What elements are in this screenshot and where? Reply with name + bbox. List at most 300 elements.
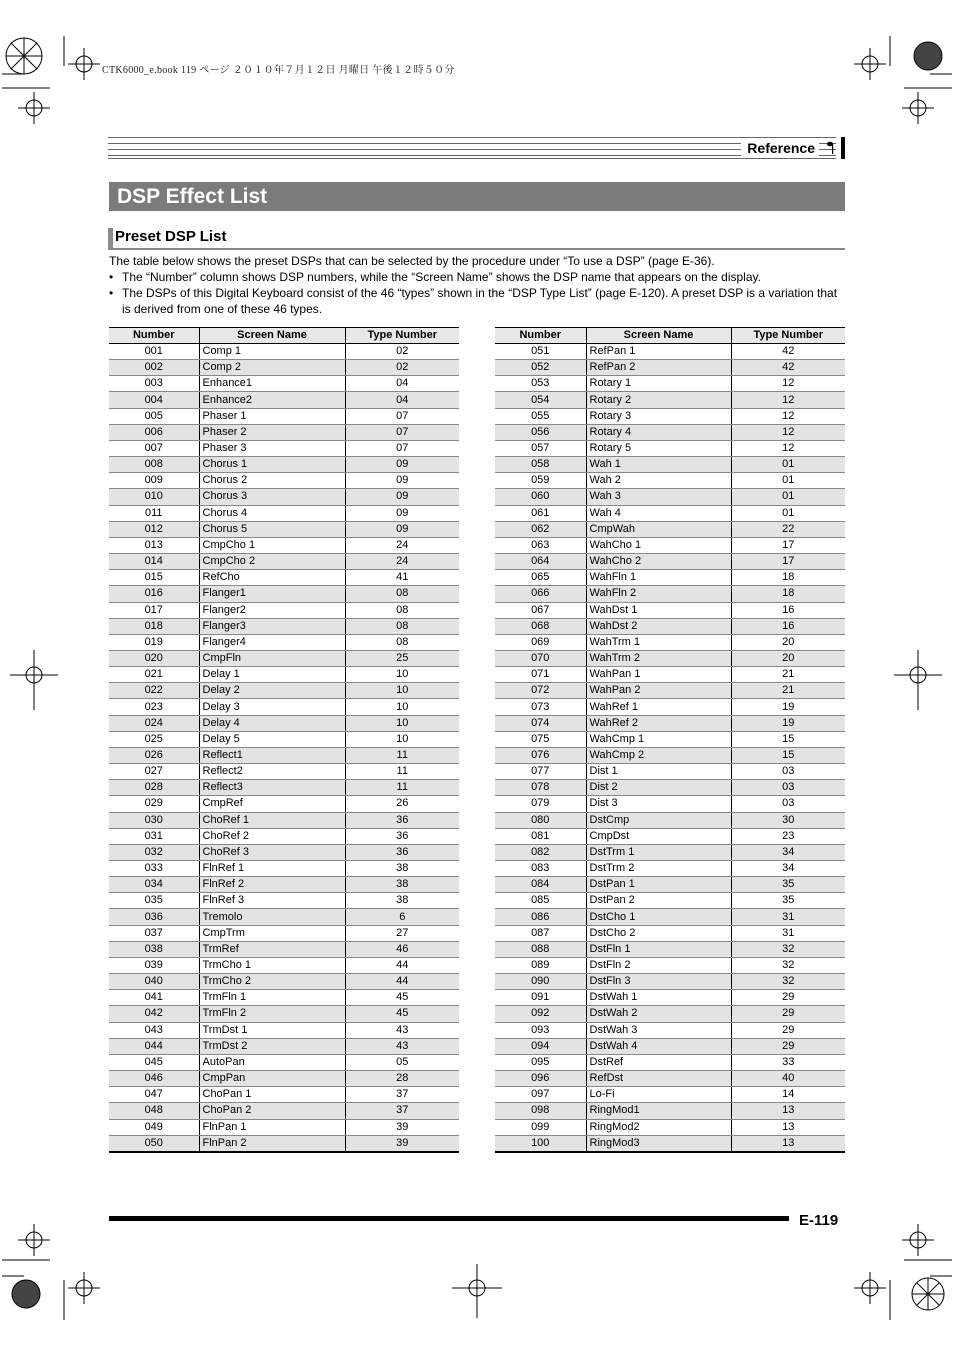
cell-screen-name: Rotary 5 (586, 440, 731, 456)
cell-screen-name: Wah 4 (586, 505, 731, 521)
cell-screen-name: FlnPan 2 (199, 1135, 345, 1152)
cell-number: 048 (109, 1103, 199, 1119)
cell-number: 070 (495, 650, 586, 666)
table-row (109, 440, 459, 456)
cell-type-number: 12 (731, 376, 845, 392)
cell-screen-name: Rotary 4 (586, 424, 731, 440)
cell-screen-name: Dist 3 (586, 796, 731, 812)
table-row (495, 1119, 845, 1135)
cell-type-number: 13 (731, 1119, 845, 1135)
cell-type-number: 18 (731, 570, 845, 586)
table-row (495, 570, 845, 586)
cell-type-number: 29 (731, 990, 845, 1006)
cell-screen-name: WahRef 1 (586, 699, 731, 715)
column-header-type-number: Type Number (345, 328, 459, 344)
table-header-row (495, 328, 845, 344)
cell-number: 046 (109, 1071, 199, 1087)
cell-screen-name: Flanger3 (199, 618, 345, 634)
cell-type-number: 01 (731, 489, 845, 505)
cell-number: 032 (109, 844, 199, 860)
cell-type-number: 10 (345, 715, 459, 731)
cell-number: 049 (109, 1119, 199, 1135)
table-body-right (495, 344, 845, 1152)
table-row (495, 650, 845, 666)
cell-type-number: 22 (731, 521, 845, 537)
cell-number: 014 (109, 554, 199, 570)
registration-mark-mid-right (894, 650, 944, 710)
cell-type-number: 42 (731, 360, 845, 376)
cell-type-number: 13 (731, 1135, 845, 1152)
table-row (495, 1103, 845, 1119)
cell-type-number: 35 (731, 877, 845, 893)
cell-type-number: 39 (345, 1119, 459, 1135)
cell-number: 060 (495, 489, 586, 505)
table-row (495, 1071, 845, 1087)
cell-type-number: 10 (345, 731, 459, 747)
cell-screen-name: DstPan 2 (586, 893, 731, 909)
table-row (495, 473, 845, 489)
cell-screen-name: Dist 1 (586, 764, 731, 780)
table-row (495, 990, 845, 1006)
cell-type-number: 43 (345, 1038, 459, 1054)
cell-type-number: 24 (345, 554, 459, 570)
table-row (109, 424, 459, 440)
cell-type-number: 34 (731, 861, 845, 877)
cell-type-number: 12 (731, 392, 845, 408)
cell-screen-name: DstCho 1 (586, 909, 731, 925)
cell-number: 096 (495, 1071, 586, 1087)
table-row (495, 392, 845, 408)
cell-number: 036 (109, 909, 199, 925)
cell-type-number: 19 (731, 699, 845, 715)
cell-screen-name: WahTrm 1 (586, 634, 731, 650)
cell-type-number: 10 (345, 683, 459, 699)
cell-number: 091 (495, 990, 586, 1006)
cell-screen-name: Enhance2 (199, 392, 345, 408)
table-row (495, 602, 845, 618)
cell-number: 039 (109, 957, 199, 973)
cell-number: 010 (109, 489, 199, 505)
cell-number: 001 (109, 344, 199, 360)
table-row (495, 877, 845, 893)
cell-number: 089 (495, 957, 586, 973)
table-row (109, 844, 459, 860)
cell-screen-name: Comp 1 (199, 344, 345, 360)
table-row (109, 909, 459, 925)
cell-screen-name: Chorus 3 (199, 489, 345, 505)
cell-screen-name: Chorus 4 (199, 505, 345, 521)
cell-number: 022 (109, 683, 199, 699)
cell-type-number: 44 (345, 957, 459, 973)
table-row (495, 699, 845, 715)
cell-type-number: 03 (731, 780, 845, 796)
table-row (109, 861, 459, 877)
cell-type-number: 32 (731, 974, 845, 990)
cell-type-number: 12 (731, 440, 845, 456)
section-label: Reference (741, 139, 819, 157)
intro-bullet-2 (109, 285, 845, 317)
cell-number: 073 (495, 699, 586, 715)
table-row (495, 489, 845, 505)
cell-type-number: 05 (345, 1054, 459, 1070)
cell-screen-name: RefCho (199, 570, 345, 586)
cell-number: 057 (495, 440, 586, 456)
table-row (495, 715, 845, 731)
table-row (495, 344, 845, 360)
cell-screen-name: CmpTrm (199, 925, 345, 941)
cell-type-number: 20 (731, 650, 845, 666)
cell-type-number: 20 (731, 634, 845, 650)
cell-screen-name: ChoPan 1 (199, 1087, 345, 1103)
table-row (109, 683, 459, 699)
cell-screen-name: WahTrm 2 (586, 650, 731, 666)
intro-bullet-1 (109, 269, 845, 285)
cell-screen-name: DstWah 1 (586, 990, 731, 1006)
cell-number: 009 (109, 473, 199, 489)
cell-number: 099 (495, 1119, 586, 1135)
cell-type-number: 38 (345, 877, 459, 893)
cell-number: 066 (495, 586, 586, 602)
cell-number: 088 (495, 941, 586, 957)
bullet-symbol: • (109, 270, 114, 284)
cell-screen-name: WahCho 1 (586, 537, 731, 553)
cell-type-number: 15 (731, 747, 845, 763)
cell-screen-name: Rotary 1 (586, 376, 731, 392)
table-row (109, 1038, 459, 1054)
table-row (495, 780, 845, 796)
cell-screen-name: TrmDst 1 (199, 1022, 345, 1038)
table-row (495, 796, 845, 812)
table-row (109, 618, 459, 634)
cell-screen-name: WahCho 2 (586, 554, 731, 570)
cell-type-number: 04 (345, 392, 459, 408)
cell-type-number: 34 (731, 844, 845, 860)
cell-number: 059 (495, 473, 586, 489)
table-row (495, 957, 845, 973)
cell-number: 030 (109, 812, 199, 828)
cell-screen-name: Delay 1 (199, 667, 345, 683)
cell-type-number: 27 (345, 925, 459, 941)
table-row (109, 650, 459, 666)
cell-screen-name: Wah 3 (586, 489, 731, 505)
cell-number: 067 (495, 602, 586, 618)
cell-number: 047 (109, 1087, 199, 1103)
cell-number: 094 (495, 1038, 586, 1054)
cell-type-number: 02 (345, 344, 459, 360)
cell-screen-name: FlnRef 2 (199, 877, 345, 893)
cell-number: 004 (109, 392, 199, 408)
cell-type-number: 29 (731, 1038, 845, 1054)
table-row (109, 1135, 459, 1152)
table-row (109, 715, 459, 731)
cell-number: 071 (495, 667, 586, 683)
cell-screen-name: Phaser 1 (199, 408, 345, 424)
table-row (495, 909, 845, 925)
cell-type-number: 43 (345, 1022, 459, 1038)
cell-number: 023 (109, 699, 199, 715)
cell-screen-name: Comp 2 (199, 360, 345, 376)
cell-type-number: 31 (731, 909, 845, 925)
cell-screen-name: FlnPan 1 (199, 1119, 345, 1135)
cell-number: 043 (109, 1022, 199, 1038)
cell-type-number: 36 (345, 844, 459, 860)
table-row (109, 570, 459, 586)
table-row (109, 747, 459, 763)
cell-screen-name: CmpCho 2 (199, 554, 345, 570)
cell-screen-name: Reflect3 (199, 780, 345, 796)
registration-mark-bottom-right (832, 1204, 952, 1324)
cell-type-number: 12 (731, 424, 845, 440)
table-row (495, 828, 845, 844)
cell-type-number: 24 (345, 537, 459, 553)
column-header-screen-name: Screen Name (199, 328, 345, 344)
cell-screen-name: WahFln 1 (586, 570, 731, 586)
cell-number: 084 (495, 877, 586, 893)
cell-screen-name: RefPan 1 (586, 344, 731, 360)
cell-type-number: 08 (345, 602, 459, 618)
cell-screen-name: FlnRef 3 (199, 893, 345, 909)
cell-number: 077 (495, 764, 586, 780)
table-row (109, 796, 459, 812)
table-row (109, 974, 459, 990)
cell-type-number: 45 (345, 990, 459, 1006)
table-row (109, 602, 459, 618)
table-row (495, 521, 845, 537)
table-row (495, 861, 845, 877)
cell-screen-name: CmpCho 1 (199, 537, 345, 553)
cell-type-number: 23 (731, 828, 845, 844)
cell-number: 037 (109, 925, 199, 941)
intro-bullet-1-text: The “Number” column shows DSP numbers, while the “Screen Name” shows the DSP name that appears on the display. (122, 270, 761, 284)
cell-number: 018 (109, 618, 199, 634)
table-row (495, 925, 845, 941)
cell-screen-name: WahDst 1 (586, 602, 731, 618)
cell-type-number: 12 (731, 408, 845, 424)
table-row (109, 1087, 459, 1103)
table-row (109, 667, 459, 683)
cell-screen-name: TrmDst 2 (199, 1038, 345, 1054)
cell-number: 052 (495, 360, 586, 376)
cell-number: 006 (109, 424, 199, 440)
cell-type-number: 16 (731, 618, 845, 634)
table-row (495, 1022, 845, 1038)
cell-type-number: 31 (731, 925, 845, 941)
cell-type-number: 41 (345, 570, 459, 586)
cell-screen-name: Wah 1 (586, 457, 731, 473)
cell-number: 042 (109, 1006, 199, 1022)
cell-number: 087 (495, 925, 586, 941)
cell-screen-name: CmpPan (199, 1071, 345, 1087)
cell-screen-name: ChoRef 2 (199, 828, 345, 844)
table-row (109, 634, 459, 650)
cell-type-number: 21 (731, 667, 845, 683)
cell-screen-name: Flanger2 (199, 602, 345, 618)
music-note-icon (827, 138, 837, 161)
cell-screen-name: CmpDst (586, 828, 731, 844)
cell-number: 068 (495, 618, 586, 634)
cell-number: 085 (495, 893, 586, 909)
cell-number: 090 (495, 974, 586, 990)
registration-mark-top-left (2, 36, 122, 146)
cell-type-number: 37 (345, 1103, 459, 1119)
cell-number: 033 (109, 861, 199, 877)
cell-type-number: 11 (345, 780, 459, 796)
cell-type-number: 6 (345, 909, 459, 925)
cell-number: 092 (495, 1006, 586, 1022)
cell-number: 056 (495, 424, 586, 440)
cell-screen-name: Lo-Fi (586, 1087, 731, 1103)
cell-screen-name: CmpWah (586, 521, 731, 537)
cell-screen-name: TrmFln 2 (199, 1006, 345, 1022)
cell-screen-name: DstWah 2 (586, 1006, 731, 1022)
cell-number: 081 (495, 828, 586, 844)
cell-number: 028 (109, 780, 199, 796)
cell-number: 008 (109, 457, 199, 473)
cell-type-number: 08 (345, 586, 459, 602)
cell-type-number: 09 (345, 457, 459, 473)
cell-number: 083 (495, 861, 586, 877)
cell-number: 034 (109, 877, 199, 893)
cell-screen-name: CmpRef (199, 796, 345, 812)
cell-screen-name: RefPan 2 (586, 360, 731, 376)
cell-screen-name: WahPan 1 (586, 667, 731, 683)
cell-number: 100 (495, 1135, 586, 1152)
cell-number: 072 (495, 683, 586, 699)
cell-screen-name: Chorus 2 (199, 473, 345, 489)
cell-type-number: 28 (345, 1071, 459, 1087)
cell-screen-name: Rotary 3 (586, 408, 731, 424)
cell-type-number: 36 (345, 828, 459, 844)
cell-type-number: 01 (731, 505, 845, 521)
cell-type-number: 10 (345, 667, 459, 683)
cell-type-number: 40 (731, 1071, 845, 1087)
cell-number: 075 (495, 731, 586, 747)
cell-number: 021 (109, 667, 199, 683)
table-row (109, 1103, 459, 1119)
cell-screen-name: Reflect1 (199, 747, 345, 763)
cell-screen-name: AutoPan (199, 1054, 345, 1070)
table-row (495, 1087, 845, 1103)
table-row (109, 586, 459, 602)
registration-mark-bottom-center (452, 1264, 502, 1324)
cell-number: 020 (109, 650, 199, 666)
intro-paragraph: The table below shows the preset DSPs that can be selected by the procedure under “To use a DSP” (page E-36). (109, 254, 715, 268)
intro-bullet-2-text: The DSPs of this Digital Keyboard consist of the 46 “types” shown in the “DSP Type List” (page E-120). A preset DSP is a variation that is derived from one of these 46 types. (122, 286, 838, 316)
cell-type-number: 33 (731, 1054, 845, 1070)
cell-screen-name: TrmCho 1 (199, 957, 345, 973)
cell-number: 044 (109, 1038, 199, 1054)
cell-number: 086 (495, 909, 586, 925)
cell-screen-name: Reflect2 (199, 764, 345, 780)
cell-type-number: 09 (345, 505, 459, 521)
cell-number: 007 (109, 440, 199, 456)
cell-number: 054 (495, 392, 586, 408)
cell-type-number: 18 (731, 586, 845, 602)
cell-screen-name: DstTrm 1 (586, 844, 731, 860)
table-row (109, 780, 459, 796)
table-row (495, 683, 845, 699)
cell-type-number: 38 (345, 861, 459, 877)
table-row (495, 1054, 845, 1070)
cell-number: 016 (109, 586, 199, 602)
cell-screen-name: Delay 2 (199, 683, 345, 699)
cell-screen-name: Flanger4 (199, 634, 345, 650)
cell-type-number: 07 (345, 408, 459, 424)
cell-number: 013 (109, 537, 199, 553)
cell-screen-name: Delay 5 (199, 731, 345, 747)
print-info-line: CTK6000_e.book 119 ページ ２０１０年７月１２日 月曜日 午後１２時５０分 (102, 65, 455, 76)
cell-number: 015 (109, 570, 199, 586)
cell-number: 002 (109, 360, 199, 376)
table-row (109, 957, 459, 973)
cell-screen-name: Enhance1 (199, 376, 345, 392)
cell-type-number: 17 (731, 554, 845, 570)
cell-type-number: 45 (345, 1006, 459, 1022)
cell-number: 024 (109, 715, 199, 731)
table-row (495, 424, 845, 440)
cell-screen-name: DstPan 1 (586, 877, 731, 893)
cell-screen-name: Wah 2 (586, 473, 731, 489)
table-row (495, 974, 845, 990)
cell-type-number: 09 (345, 521, 459, 537)
cell-screen-name: Chorus 5 (199, 521, 345, 537)
table-row (109, 554, 459, 570)
cell-type-number: 25 (345, 650, 459, 666)
cell-screen-name: WahFln 2 (586, 586, 731, 602)
cell-screen-name: TrmCho 2 (199, 974, 345, 990)
cell-screen-name: Phaser 2 (199, 424, 345, 440)
registration-mark-bottom-left (2, 1204, 122, 1324)
table-row (495, 764, 845, 780)
dsp-table-left (109, 327, 459, 1153)
cell-screen-name: ChoRef 1 (199, 812, 345, 828)
table-row (495, 408, 845, 424)
cell-screen-name: DstFln 3 (586, 974, 731, 990)
cell-type-number: 09 (345, 473, 459, 489)
table-row (109, 408, 459, 424)
cell-number: 041 (109, 990, 199, 1006)
cell-type-number: 17 (731, 537, 845, 553)
cell-type-number: 39 (345, 1135, 459, 1152)
cell-type-number: 14 (731, 1087, 845, 1103)
table-row (495, 440, 845, 456)
cell-screen-name: Delay 3 (199, 699, 345, 715)
cell-type-number: 01 (731, 473, 845, 489)
column-header-screen-name: Screen Name (586, 328, 731, 344)
cell-type-number: 03 (731, 796, 845, 812)
table-row (495, 893, 845, 909)
table-row (495, 554, 845, 570)
table-row (495, 618, 845, 634)
table-row (495, 360, 845, 376)
table-header-row (109, 328, 459, 344)
table-row (109, 457, 459, 473)
cell-screen-name: DstFln 1 (586, 941, 731, 957)
dsp-table-right (495, 327, 845, 1153)
table-row (109, 537, 459, 553)
table-row (495, 941, 845, 957)
intro-text (109, 253, 845, 317)
table-row (109, 473, 459, 489)
cell-type-number: 04 (345, 376, 459, 392)
cell-number: 065 (495, 570, 586, 586)
cell-screen-name: TrmRef (199, 941, 345, 957)
cell-number: 025 (109, 731, 199, 747)
cell-screen-name: WahCmp 2 (586, 747, 731, 763)
table-row (495, 1135, 845, 1152)
bullet-symbol: • (109, 286, 114, 300)
table-row (109, 764, 459, 780)
